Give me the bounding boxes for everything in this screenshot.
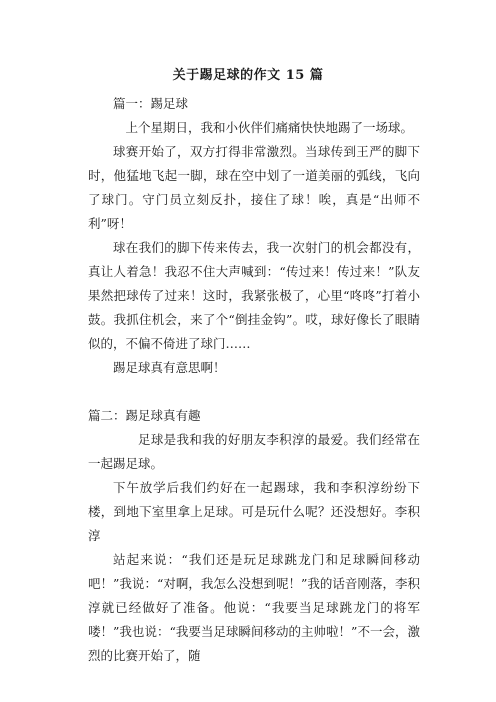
essay-1-paragraph: 踢足球真有意思啊！ [113,360,226,375]
essay-1-paragraph: 球赛开始了，双方打得非常激烈。当球传到王严的脚下时，他猛地飞起一脚，球在空中划了一道美丽的弧线，飞向了球门。守门员立刻反扑，接住了球！唉，真是“出师不利”呀！ [88,144,420,231]
essay-2-paragraph: 站起来说：“我们还是玩足球跳龙门和足球瞬间移动吧！”我说：“对啊，我怎么没想到呢！”我的话音刚落，李积淳就已经做好了准备。他说：“我要当足球跳龙门的将军喽！”我也说：“我要当足球瞬间移动的主帅啦！”不一会，激烈的比赛开始了，随 [88,552,420,663]
essay-2-paragraph: 足球是我和我的好朋友李积淳的最爱。我们经常在一起踢足球。 [88,432,420,471]
essay-1-paragraph: 上个星期日，我和小伙伴们痛痛快快地踢了一场球。 [125,120,414,135]
document-title: 关于踢足球的作文 15 篇 [172,68,324,83]
paragraph-spacer [88,380,420,404]
essay-1-paragraph: 球在我们的脚下传来传去，我一次射门的机会都没有，真让人着急！我忍不住大声喊到：“传过来！传过来！”队友果然把球传了过来！这时，我紧张极了，心里“咚咚”打着小鼓。我抓住机会，来了个“倒挂金钩”。哎，球好像长了眼睛似的，不偏不倚进了球门…… [88,240,420,351]
essay-2-heading: 篇二：踢足球真有趣 [88,408,201,423]
document-body [88,92,420,668]
essay-2-paragraph: 下午放学后我们约好在一起踢球，我和李积淳纷纷下楼，到地下室里拿上足球。可是玩什么呢？还没想好。李积淳 [88,480,420,543]
essay-1-heading: 篇一：踢足球 [113,96,189,111]
